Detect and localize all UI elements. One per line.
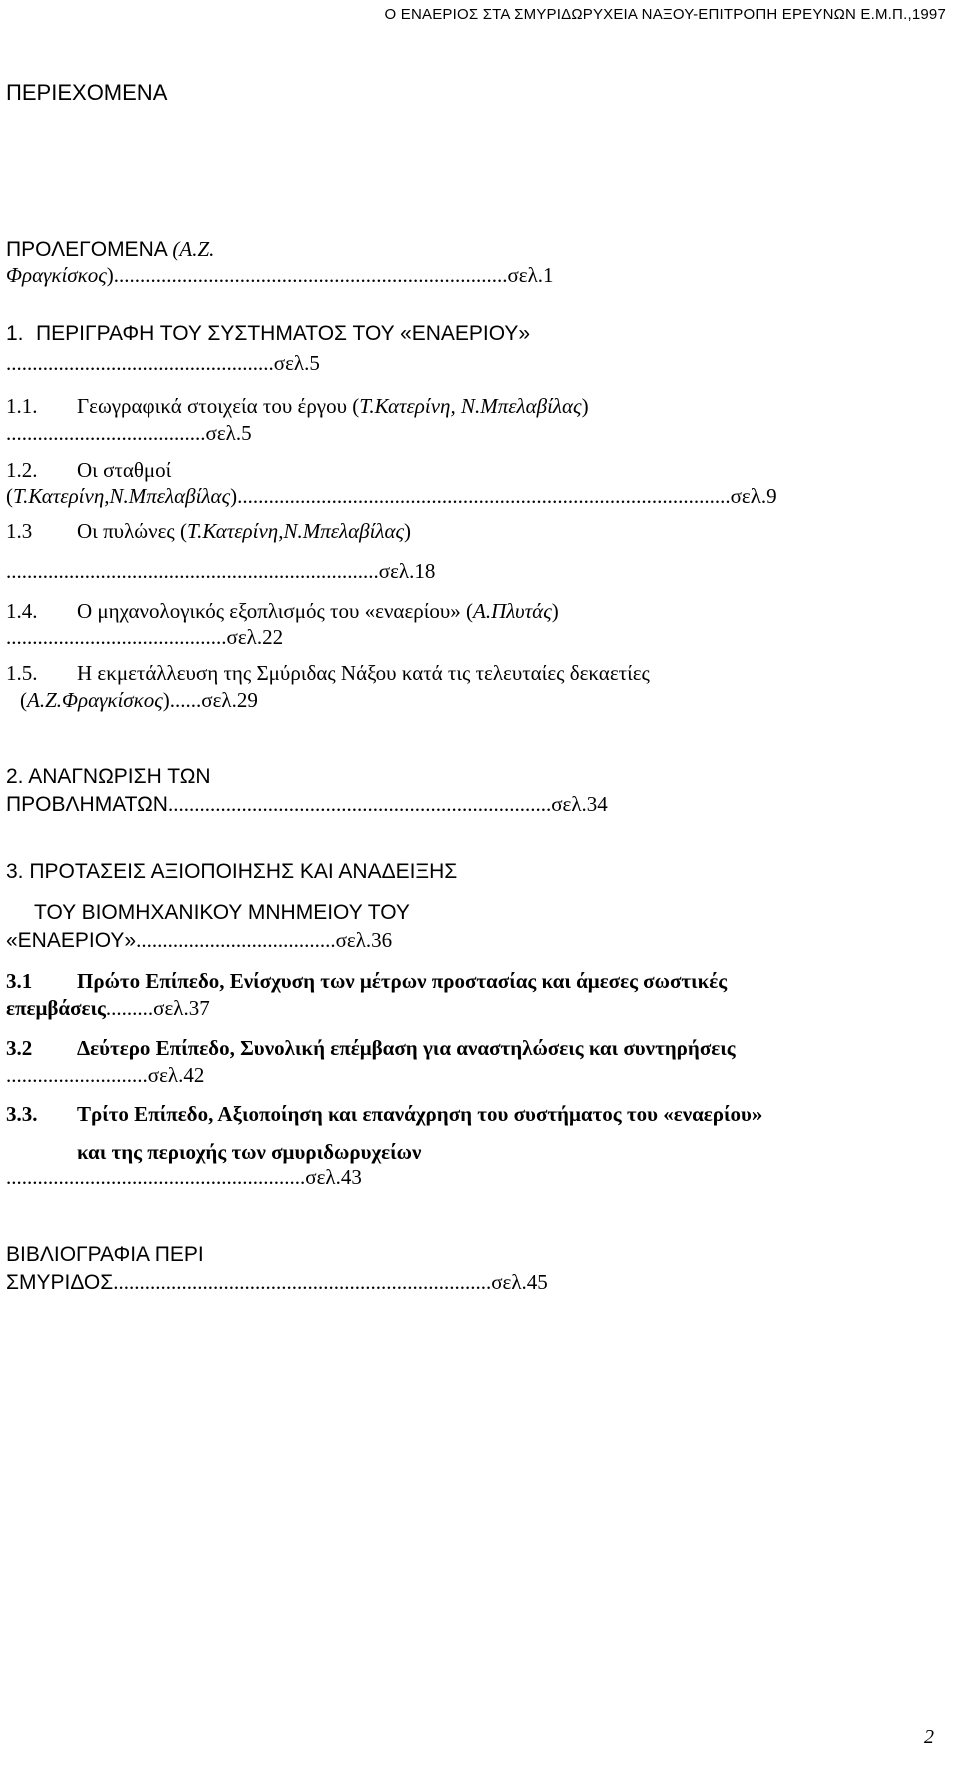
toc-section-1-5: 1.5. Η εκμετάλλευση της Σμύριδας Νάξου κατά τις τελευταίες δεκαετίες xyxy=(6,661,650,685)
toc-section-1: 1. ΠΕΡΙΓΡΑΦΗ ΤΟΥ ΣΥΣΤΗΜΑΤΟΣ ΤΟΥ «ΕΝΑΕΡΙΟΥ» xyxy=(6,322,531,345)
toc-section-1-3-page: .......................................................................σελ.18 xyxy=(6,559,436,583)
toc-section-3-page: «ΕΝΑΕΡΙΟΥ»......................................σελ.36 xyxy=(6,928,393,952)
toc-section-1-1-page: ......................................σελ.5 xyxy=(6,421,252,445)
toc-section-1-3: 1.3 Οι πυλώνες (Τ.Κατερίνη,Ν.Μπελαβίλας) xyxy=(6,519,412,543)
contents-title: ΠΕΡΙΕΧΟΜΕΝΑ xyxy=(6,80,168,105)
toc-bibliography-page: ΣΜΥΡΙΔΟΣ........................................................................σελ.45 xyxy=(6,1270,548,1294)
toc-section-1-1: 1.1. Γεωγραφικά στοιχεία του έργου (Τ.Κατερίνη, Ν.Μπελαβίλας) xyxy=(6,394,589,418)
toc-bibliography: ΒΙΒΛΙΟΓΡΑΦΙΑ ΠΕΡΙ xyxy=(6,1243,204,1266)
toc-section-3-3-line2: και της περιοχής των σμυριδωρυχείων xyxy=(77,1140,422,1164)
toc-section-3-1-page: επεμβάσεις.........σελ.37 xyxy=(6,996,210,1020)
toc-section-1-2: 1.2. Οι σταθμοί xyxy=(6,458,172,482)
toc-section-3-1: 3.1 Πρώτο Επίπεδο, Ενίσχυση των μέτρων προστασίας και άμεσες σωστικές xyxy=(6,969,728,993)
toc-section-3-2-page: ...........................σελ.42 xyxy=(6,1063,205,1087)
toc-section-1-4: 1.4. Ο μηχανολογικός εξοπλισμός του «εναερίου» (Α.Πλυτάς) xyxy=(6,599,559,623)
toc-section-2: 2. ΑΝΑΓΝΩΡΙΣΗ ΤΩΝ xyxy=(6,765,211,788)
toc-section-3-2: 3.2 Δεύτερο Επίπεδο, Συνολική επέμβαση για αναστηλώσεις και συντηρήσεις xyxy=(6,1036,736,1060)
toc-section-3: 3. ΠΡΟΤΑΣΕΙΣ ΑΞΙΟΠΟΙΗΣΗΣ ΚΑΙ ΑΝΑΔΕΙΞΗΣ xyxy=(6,860,458,883)
running-header: Ο ΕΝΑΕΡΙΟΣ ΣΤΑ ΣΜΥΡΙΔΩΡΥΧΕΙΑ ΝΑΞΟΥ-ΕΠΙΤΡΟΠΗ ΕΡΕΥΝΩΝ Ε.Μ.Π.,1997 xyxy=(384,6,946,23)
page-number: 2 xyxy=(924,1726,934,1748)
toc-section-3-line2: ΤΟΥ ΒΙΟΜΗΧΑΝΙΚΟΥ ΜΝΗΜΕΙΟΥ ΤΟΥ xyxy=(34,901,410,924)
toc-section-3-3-page: .........................................................σελ.43 xyxy=(6,1165,362,1189)
toc-prolegomena-title: ΠΡΟΛΕΓΟΜΕΝΑ (Α.Ζ. xyxy=(6,237,215,261)
toc-section-2-page: ΠΡΟΒΛΗΜΑΤΩΝ.........................................................................σελ.34 xyxy=(6,792,608,816)
toc-section-1-2-page: (Τ.Κατερίνη,Ν.Μπελαβίλας)..............................................................................................σελ.9 xyxy=(6,484,777,508)
toc-section-3-3: 3.3. Τρίτο Επίπεδο, Αξιοποίηση και επανάχρηση του συστήματος του «εναερίου» xyxy=(6,1102,763,1126)
toc-section-1-4-page: ..........................................σελ.22 xyxy=(6,625,284,649)
toc-prolegomena-page: Φραγκίσκος)...........................................................................σελ.1 xyxy=(6,263,554,287)
toc-section-1-5-page: (Α.Ζ.Φραγκίσκος)......σελ.29 xyxy=(20,688,258,712)
toc-section-1-page: ...................................................σελ.5 xyxy=(6,351,320,375)
